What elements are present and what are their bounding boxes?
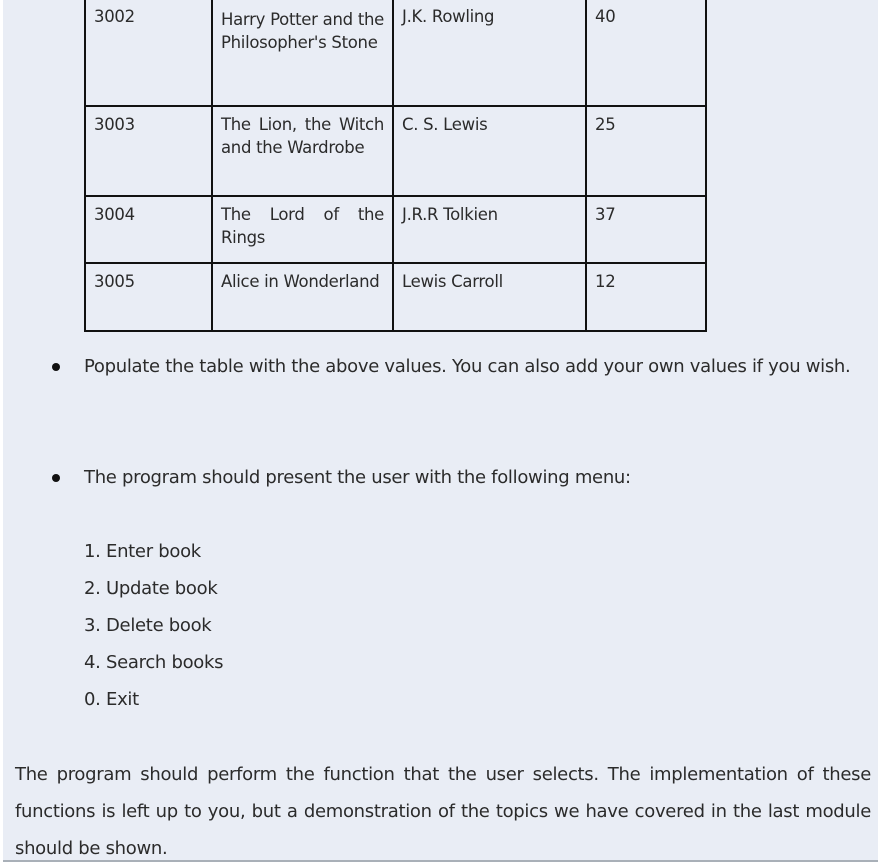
bullet-text: Populate the table with the above values. You can also add your own values if you wish. (84, 356, 851, 377)
menu-item: 3. Delete book (84, 615, 212, 636)
id-cell: 3004 (85, 196, 212, 263)
author-cell: J.K. Rowling (393, 0, 586, 106)
author-cell: C. S. Lewis (393, 106, 586, 196)
bullet-icon (52, 363, 60, 371)
id-cell: 3005 (85, 263, 212, 331)
menu-item: 1. Enter book (84, 541, 201, 562)
qty-cell: 40 (586, 0, 706, 106)
qty-cell: 25 (586, 106, 706, 196)
menu-list (84, 533, 223, 718)
title-cell: Harry Potter and the Philosopher's Stone (212, 0, 393, 106)
books-table (84, 0, 707, 332)
bullet-item (84, 348, 874, 385)
title-cell: The Lion, the Witch and the Wardrobe (212, 106, 393, 196)
table-row (85, 263, 706, 331)
author-cell: J.R.R Tolkien (393, 196, 586, 263)
bullet-text: The program should present the user with the following menu: (84, 467, 631, 488)
menu-item: 2. Update book (84, 578, 218, 599)
title-cell: Alice in Wonderland (212, 263, 393, 331)
table-row (85, 106, 706, 196)
menu-item: 0. Exit (84, 689, 139, 710)
menu-item: 4. Search books (84, 652, 224, 673)
table-row (85, 0, 706, 106)
title-cell: The Lord of the Rings (212, 196, 393, 263)
closing-paragraph: The program should perform the function that the user selects. The implementation of these functions is left up to you, but a demonstration of the topics we have covered in the last module should be shown. (15, 764, 871, 859)
bullet-item (84, 459, 874, 496)
id-cell: 3003 (85, 106, 212, 196)
qty-cell: 12 (586, 263, 706, 331)
qty-cell: 37 (586, 196, 706, 263)
id-cell: 3002 (85, 0, 212, 106)
author-cell: Lewis Carroll (393, 263, 586, 331)
content-panel (3, 0, 878, 862)
table-row (85, 196, 706, 263)
bullet-icon (52, 474, 60, 482)
